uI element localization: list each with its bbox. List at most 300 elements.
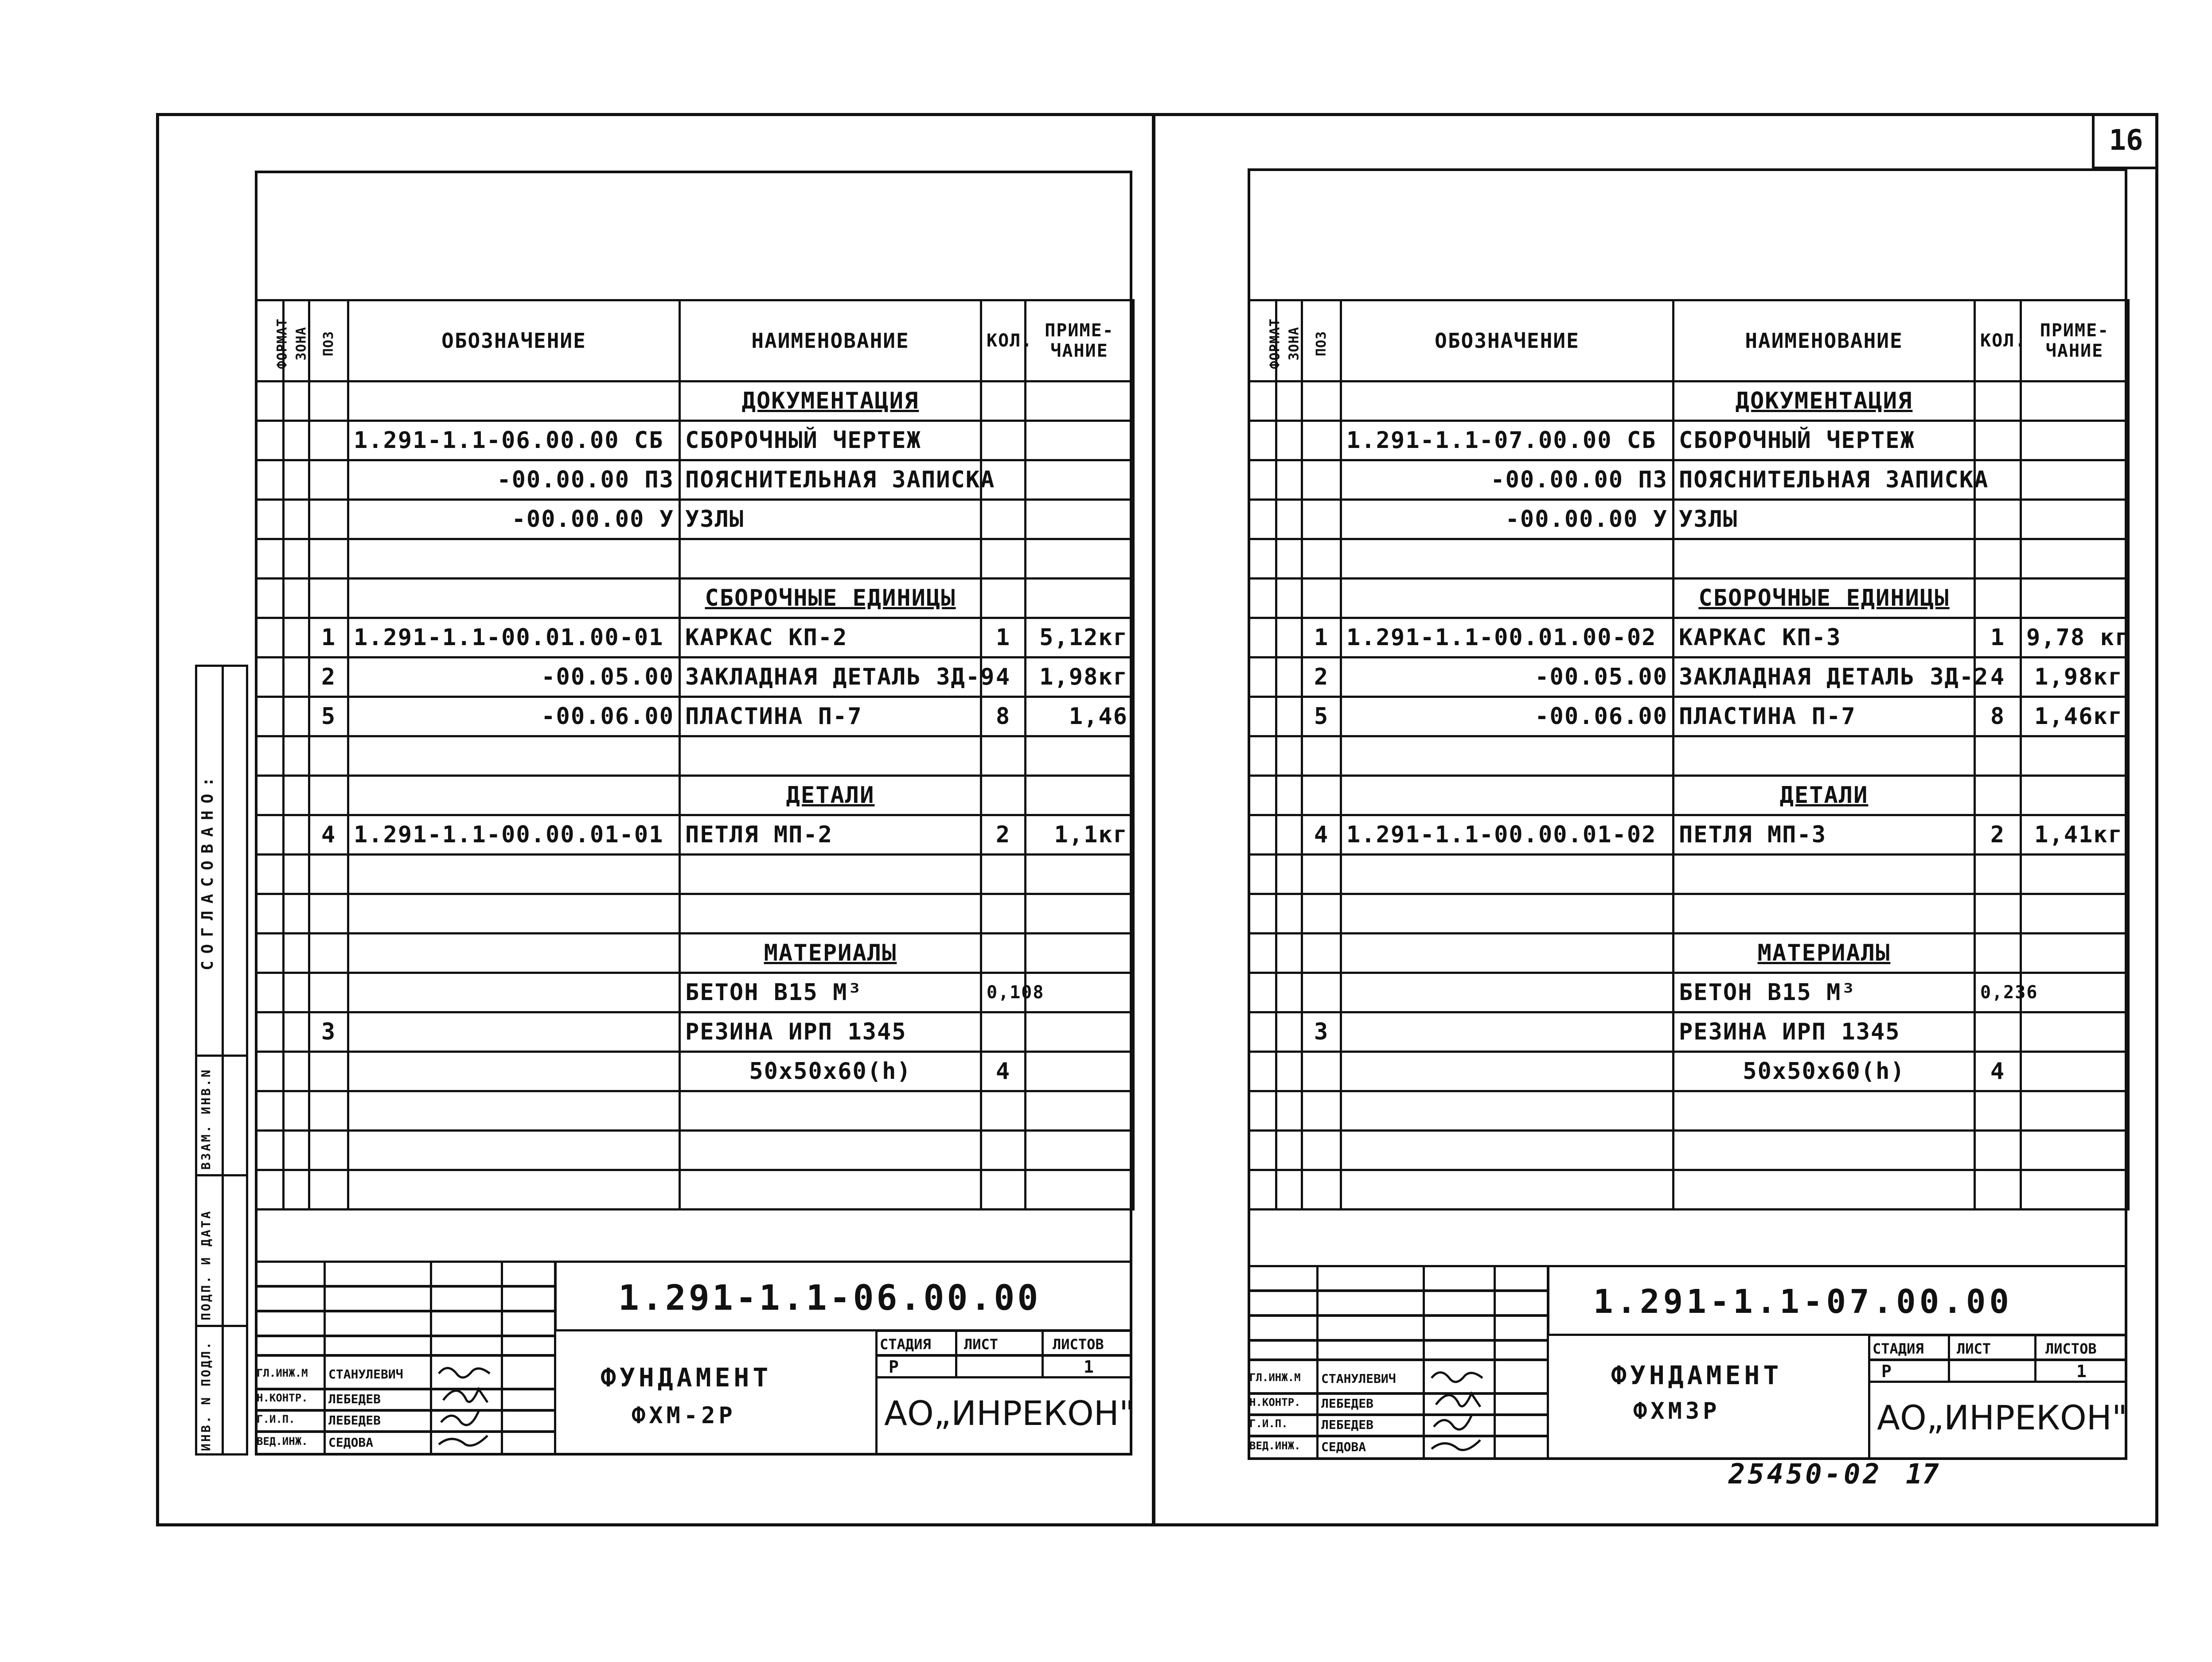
zone-cell <box>1276 697 1302 736</box>
zone-cell <box>1276 815 1302 855</box>
spec-row <box>1249 934 2129 973</box>
doc-number-right: 1.291-1.1-07.00.00 <box>1593 1283 2013 1321</box>
spec-row <box>1249 500 2129 539</box>
format-cell <box>256 579 284 618</box>
zone-cell <box>1276 618 1302 658</box>
qty-cell <box>1975 855 2021 894</box>
designation-cell <box>348 736 680 776</box>
note-cell: 9,78 кг <box>2021 618 2129 658</box>
pos-cell <box>1302 894 1341 934</box>
pos-cell <box>1302 973 1341 1012</box>
company-right: АО„ИНРЕКОН" <box>1877 1398 2127 1437</box>
note-cell: 1,46кг <box>2021 697 2129 736</box>
name-cell: ДОКУМЕНТАЦИЯ <box>1674 381 1975 421</box>
name-cell: ПОЯСНИТЕЛЬНАЯ ЗАПИСКА <box>1674 460 1975 500</box>
pos-cell: 1 <box>309 618 348 658</box>
qty-cell: 0,108 <box>981 973 1026 1012</box>
zone-cell <box>1276 1170 1302 1210</box>
zone-cell <box>284 1091 309 1131</box>
title-line1-left: ФУНДАМЕНТ <box>601 1362 772 1393</box>
name-cell <box>680 894 981 934</box>
note-cell: 1,41кг <box>2021 815 2129 855</box>
name-cell: ДЕТАЛИ <box>680 776 981 815</box>
pos-cell <box>309 500 348 539</box>
designation-cell: -00.06.00 <box>1341 697 1674 736</box>
name-cell: КАРКАС КП-2 <box>680 618 981 658</box>
format-cell <box>256 736 284 776</box>
spec-row <box>1249 1131 2129 1170</box>
col-format: ФОРМАТ <box>256 300 284 381</box>
note-cell <box>1026 539 1134 579</box>
col-qty: КОЛ. <box>1975 300 2021 381</box>
note-cell <box>1026 500 1134 539</box>
spec-row <box>1249 776 2129 815</box>
name-cell <box>680 1091 981 1131</box>
spec-header-row <box>256 300 1134 381</box>
name-cell: МАТЕРИАЛЫ <box>680 934 981 973</box>
format-cell <box>1249 1012 1276 1052</box>
qty-cell <box>981 500 1026 539</box>
format-cell <box>256 1012 284 1052</box>
note-cell <box>2021 855 2129 894</box>
designation-cell: 1.291-1.1-00.00.01-02 <box>1341 815 1674 855</box>
pos-cell: 5 <box>309 697 348 736</box>
note-cell <box>2021 894 2129 934</box>
format-cell <box>1249 855 1276 894</box>
note-cell <box>1026 1052 1134 1091</box>
format-cell <box>256 1052 284 1091</box>
note-cell <box>2021 500 2129 539</box>
pos-cell <box>1302 1091 1341 1131</box>
designation-cell <box>1341 973 1674 1012</box>
format-cell <box>256 381 284 421</box>
spec-row <box>256 894 1134 934</box>
name-cell: ПОЯСНИТЕЛЬНАЯ ЗАПИСКА <box>680 460 981 500</box>
designation-cell: -00.06.00 <box>348 697 680 736</box>
title-line2-right: ФХМ3Р <box>1633 1398 1720 1425</box>
name-cell: ПЕТЛЯ МП-3 <box>1674 815 1975 855</box>
zone-cell <box>284 381 309 421</box>
pos-cell <box>1302 1131 1341 1170</box>
qty-cell <box>1975 500 2021 539</box>
designation-cell <box>348 1170 680 1210</box>
pos-cell <box>309 894 348 934</box>
zone-cell <box>1276 539 1302 579</box>
qty-cell <box>1975 894 2021 934</box>
pos-cell: 3 <box>1302 1012 1341 1052</box>
zone-cell <box>284 815 309 855</box>
spec-sheet-left <box>255 171 1135 1456</box>
qty-cell <box>981 776 1026 815</box>
pos-cell <box>309 460 348 500</box>
note-cell <box>1026 776 1134 815</box>
format-cell <box>1249 381 1276 421</box>
name-cell: 50x50x60(h) <box>680 1052 981 1091</box>
designation-cell <box>348 776 680 815</box>
note-cell <box>1026 421 1134 460</box>
format-cell <box>1249 736 1276 776</box>
pos-cell: 4 <box>309 815 348 855</box>
agreed-label: СОГЛАСОВАНО: <box>199 770 217 970</box>
spec-row <box>256 815 1134 855</box>
spec-row <box>1249 618 2129 658</box>
zone-cell <box>284 1131 309 1170</box>
pos-cell <box>1302 500 1341 539</box>
note-cell <box>1026 381 1134 421</box>
inv-vzam-label: ВЗАМ. ИНВ.N <box>199 1068 213 1170</box>
designation-cell: -00.00.00 ПЗ <box>348 460 680 500</box>
zone-cell <box>1276 776 1302 815</box>
pos-cell <box>309 579 348 618</box>
stage-value-right: Р <box>1881 1362 1892 1381</box>
pos-cell <box>1302 421 1341 460</box>
spec-sheet-right <box>1248 168 2130 1460</box>
qty-cell <box>981 421 1026 460</box>
pos-cell <box>1302 460 1341 500</box>
name-cell: РЕЗИНА ИРП 1345 <box>1674 1012 1975 1052</box>
qty-cell <box>981 1012 1026 1052</box>
role-0-right: ГЛ.ИНЖ.М <box>1249 1371 1301 1384</box>
name-cell: 50x50x60(h) <box>1674 1052 1975 1091</box>
format-cell <box>1249 1170 1276 1210</box>
spec-row <box>1249 855 2129 894</box>
designation-cell <box>348 381 680 421</box>
pos-cell: 2 <box>309 658 348 697</box>
format-cell <box>1249 1052 1276 1091</box>
format-cell <box>256 894 284 934</box>
designation-cell: -00.05.00 <box>1341 658 1674 697</box>
qty-cell: 4 <box>1975 658 2021 697</box>
qty-cell: 2 <box>981 815 1026 855</box>
col-note: ПРИМЕ-ЧАНИЕ <box>1026 300 1134 381</box>
format-cell <box>256 855 284 894</box>
qty-cell: 8 <box>981 697 1026 736</box>
designation-cell: 1.291-1.1-00.01.00-01 <box>348 618 680 658</box>
name-cell: СБОРОЧНЫЙ ЧЕРТЕЖ <box>1674 421 1975 460</box>
qty-cell: 4 <box>1975 1052 2021 1091</box>
designation-cell <box>348 855 680 894</box>
format-cell <box>256 500 284 539</box>
format-cell <box>1249 1091 1276 1131</box>
spec-row <box>256 934 1134 973</box>
qty-cell <box>981 579 1026 618</box>
note-cell <box>1026 736 1134 776</box>
pos-cell <box>309 855 348 894</box>
format-cell <box>256 776 284 815</box>
designation-cell: -00.00.00 У <box>1341 500 1674 539</box>
footer-code-value: 25450-02 <box>1728 1458 1882 1490</box>
signatures-left <box>434 1360 501 1453</box>
pos-cell <box>1302 381 1341 421</box>
spec-row <box>1249 421 2129 460</box>
designation-cell <box>1341 1131 1674 1170</box>
pos-cell <box>309 421 348 460</box>
name-cell: СБОРОЧНЫЕ ЕДИНИЦЫ <box>1674 579 1975 618</box>
col-qty: КОЛ. <box>981 300 1026 381</box>
pos-cell <box>1302 776 1341 815</box>
format-cell <box>1249 776 1276 815</box>
title-line1-right: ФУНДАМЕНТ <box>1611 1360 1783 1390</box>
pos-cell: 3 <box>309 1012 348 1052</box>
note-cell <box>2021 1012 2129 1052</box>
designation-cell <box>1341 381 1674 421</box>
format-cell <box>256 460 284 500</box>
spec-row <box>1249 973 2129 1012</box>
spec-table-left <box>255 299 1135 1210</box>
zone-cell <box>284 460 309 500</box>
spec-row <box>256 1012 1134 1052</box>
col-name: НАИМЕНОВАНИЕ <box>1674 300 1975 381</box>
role-3-left: ВЕД.ИНЖ. <box>257 1435 308 1448</box>
name-cell <box>1674 1131 1975 1170</box>
col-pos: ПОЗ <box>1302 300 1341 381</box>
name-cell: ПЛАСТИНА П-7 <box>680 697 981 736</box>
designation-cell: 1.291-1.1-00.00.01-01 <box>348 815 680 855</box>
qty-cell: 1 <box>1975 618 2021 658</box>
pos-cell <box>1302 1052 1341 1091</box>
format-cell <box>256 658 284 697</box>
format-cell <box>256 618 284 658</box>
qty-cell <box>1975 776 2021 815</box>
note-cell <box>1026 579 1134 618</box>
footer-page <box>1906 1458 1939 1490</box>
pos-cell <box>309 1131 348 1170</box>
pos-cell <box>309 1170 348 1210</box>
format-cell <box>256 1091 284 1131</box>
col-zone: ЗОНА <box>1276 300 1302 381</box>
name-cell <box>1674 539 1975 579</box>
spec-row <box>256 579 1134 618</box>
role-0-left: ГЛ.ИНЖ.М <box>257 1367 308 1379</box>
role-1-right: Н.КОНТР. <box>1249 1396 1301 1409</box>
spec-row <box>1249 1170 2129 1210</box>
note-cell <box>2021 934 2129 973</box>
spec-row <box>1249 460 2129 500</box>
signatures-right <box>1427 1365 1494 1458</box>
format-cell <box>256 539 284 579</box>
designation-cell <box>348 1052 680 1091</box>
inv-podl-label: ИНВ. N ПОДЛ. <box>199 1340 213 1451</box>
pos-cell <box>309 973 348 1012</box>
name-cell <box>680 1170 981 1210</box>
note-cell: 1,1кг <box>1026 815 1134 855</box>
name-3-right: СЕДОВА <box>1321 1440 1366 1454</box>
format-cell <box>1249 618 1276 658</box>
name-cell: БЕТОН В15 М³ <box>1674 973 1975 1012</box>
format-cell <box>1249 894 1276 934</box>
pos-cell: 2 <box>1302 658 1341 697</box>
stage-label-left: СТАДИЯ <box>880 1336 931 1353</box>
qty-cell <box>1975 1170 2021 1210</box>
qty-cell <box>981 1091 1026 1131</box>
sheet-label-right: ЛИСТ <box>1957 1340 1991 1357</box>
designation-cell: 1.291-1.1-07.00.00 СБ <box>1341 421 1674 460</box>
designation-cell <box>1341 736 1674 776</box>
sheets-label-left: ЛИСТОВ <box>1053 1336 1104 1353</box>
col-note: ПРИМЕ-ЧАНИЕ <box>2021 300 2129 381</box>
note-cell <box>2021 1131 2129 1170</box>
title-line2-left: ФХМ-2Р <box>632 1402 736 1429</box>
pos-cell <box>309 539 348 579</box>
name-cell <box>1674 855 1975 894</box>
pos-cell <box>1302 855 1341 894</box>
company-left: АО„ИНРЕКОН" <box>884 1393 1135 1433</box>
role-2-right: Г.И.П. <box>1249 1417 1288 1430</box>
note-cell <box>2021 776 2129 815</box>
name-cell <box>680 736 981 776</box>
name-cell: УЗЛЫ <box>1674 500 1975 539</box>
stage-value-left: Р <box>889 1357 899 1377</box>
name-0-right: СТАНУЛЕВИЧ <box>1321 1371 1396 1386</box>
zone-cell <box>284 579 309 618</box>
designation-cell <box>1341 1170 1674 1210</box>
note-cell <box>1026 1131 1134 1170</box>
designation-cell: -00.05.00 <box>348 658 680 697</box>
zone-cell <box>1276 1012 1302 1052</box>
spec-row <box>256 776 1134 815</box>
designation-cell <box>348 973 680 1012</box>
qty-cell <box>981 894 1026 934</box>
zone-cell <box>284 500 309 539</box>
name-cell: ПЛАСТИНА П-7 <box>1674 697 1975 736</box>
spec-row <box>1249 539 2129 579</box>
spec-header-row <box>1249 300 2129 381</box>
spec-row <box>1249 736 2129 776</box>
note-cell <box>1026 855 1134 894</box>
sheets-label-right: ЛИСТОВ <box>2045 1340 2097 1357</box>
col-pos: ПОЗ <box>309 300 348 381</box>
qty-cell: 4 <box>981 658 1026 697</box>
qty-cell <box>1975 1091 2021 1131</box>
pos-cell <box>1302 1170 1341 1210</box>
pos-cell <box>309 1091 348 1131</box>
format-cell <box>256 973 284 1012</box>
spec-row <box>1249 697 2129 736</box>
name-cell: СБОРОЧНЫЙ ЧЕРТЕЖ <box>680 421 981 460</box>
zone-cell <box>284 1012 309 1052</box>
zone-cell <box>284 894 309 934</box>
designation-cell <box>348 934 680 973</box>
note-cell <box>1026 1170 1134 1210</box>
footer-page-value: 17 <box>1906 1458 1939 1490</box>
qty-cell <box>981 1170 1026 1210</box>
name-cell <box>1674 736 1975 776</box>
spec-row <box>1249 579 2129 618</box>
designation-cell: 1.291-1.1-00.01.00-02 <box>1341 618 1674 658</box>
spec-row <box>256 1091 1134 1131</box>
qty-cell: 8 <box>1975 697 2021 736</box>
zone-cell <box>284 736 309 776</box>
title-block-right <box>1248 1265 2127 1460</box>
spec-table-right <box>1248 299 2130 1210</box>
zone-cell <box>1276 500 1302 539</box>
note-cell: 1,98кг <box>2021 658 2129 697</box>
name-cell: БЕТОН В15 М³ <box>680 973 981 1012</box>
note-cell: 5,12кг <box>1026 618 1134 658</box>
format-cell <box>256 697 284 736</box>
pos-cell <box>1302 579 1341 618</box>
format-cell <box>1249 697 1276 736</box>
title-block-left <box>255 1261 1135 1456</box>
zone-cell <box>1276 736 1302 776</box>
name-cell <box>1674 894 1975 934</box>
name-cell: ЗАКЛАДНАЯ ДЕТАЛЬ ЗД-2 <box>1674 658 1975 697</box>
zone-cell <box>1276 973 1302 1012</box>
spec-row <box>256 421 1134 460</box>
spec-row <box>256 973 1134 1012</box>
note-cell <box>2021 460 2129 500</box>
doc-number-left: 1.291-1.1-06.00.00 <box>618 1278 1041 1318</box>
pos-cell: 1 <box>1302 618 1341 658</box>
name-2-right: ЛЕБЕДЕВ <box>1321 1417 1374 1432</box>
spec-row <box>256 1170 1134 1210</box>
designation-cell <box>1341 934 1674 973</box>
note-cell <box>2021 421 2129 460</box>
zone-cell <box>284 1052 309 1091</box>
zone-cell <box>1276 421 1302 460</box>
zone-cell <box>1276 381 1302 421</box>
designation-cell <box>348 539 680 579</box>
pos-cell <box>309 776 348 815</box>
zone-cell <box>1276 855 1302 894</box>
spec-row <box>256 658 1134 697</box>
role-1-left: Н.КОНТР. <box>257 1392 308 1404</box>
zone-cell <box>1276 1052 1302 1091</box>
name-1-left: ЛЕБЕДЕВ <box>328 1392 381 1406</box>
pos-cell <box>309 1052 348 1091</box>
sheet-label-left: ЛИСТ <box>964 1336 999 1353</box>
zone-cell <box>284 539 309 579</box>
note-cell <box>2021 1091 2129 1131</box>
format-cell <box>1249 539 1276 579</box>
zone-cell <box>284 421 309 460</box>
qty-cell <box>981 736 1026 776</box>
format-cell <box>256 1131 284 1170</box>
designation-cell: -00.00.00 ПЗ <box>1341 460 1674 500</box>
designation-cell: 1.291-1.1-06.00.00 СБ <box>348 421 680 460</box>
designation-cell <box>1341 855 1674 894</box>
qty-cell <box>981 1131 1026 1170</box>
qty-cell <box>1975 1131 2021 1170</box>
name-cell <box>680 539 981 579</box>
pos-cell <box>1302 539 1341 579</box>
name-cell: УЗЛЫ <box>680 500 981 539</box>
name-cell: МАТЕРИАЛЫ <box>1674 934 1975 973</box>
name-cell: ПЕТЛЯ МП-2 <box>680 815 981 855</box>
qty-cell: 2 <box>1975 815 2021 855</box>
zone-cell <box>284 973 309 1012</box>
zone-cell <box>284 697 309 736</box>
pos-cell <box>1302 934 1341 973</box>
zone-cell <box>284 618 309 658</box>
format-cell <box>1249 934 1276 973</box>
zone-cell <box>1276 658 1302 697</box>
note-cell <box>1026 460 1134 500</box>
name-cell: СБОРОЧНЫЕ ЕДИНИЦЫ <box>680 579 981 618</box>
note-cell <box>1026 1012 1134 1052</box>
note-cell: 1,46 <box>1026 697 1134 736</box>
col-format: ФОРМАТ <box>1249 300 1276 381</box>
pos-cell <box>309 736 348 776</box>
designation-cell <box>1341 894 1674 934</box>
note-cell <box>1026 934 1134 973</box>
spec-row <box>256 381 1134 421</box>
designation-cell <box>1341 579 1674 618</box>
spec-row <box>256 539 1134 579</box>
spec-row <box>1249 658 2129 697</box>
designation-cell <box>1341 1012 1674 1052</box>
format-cell <box>1249 460 1276 500</box>
